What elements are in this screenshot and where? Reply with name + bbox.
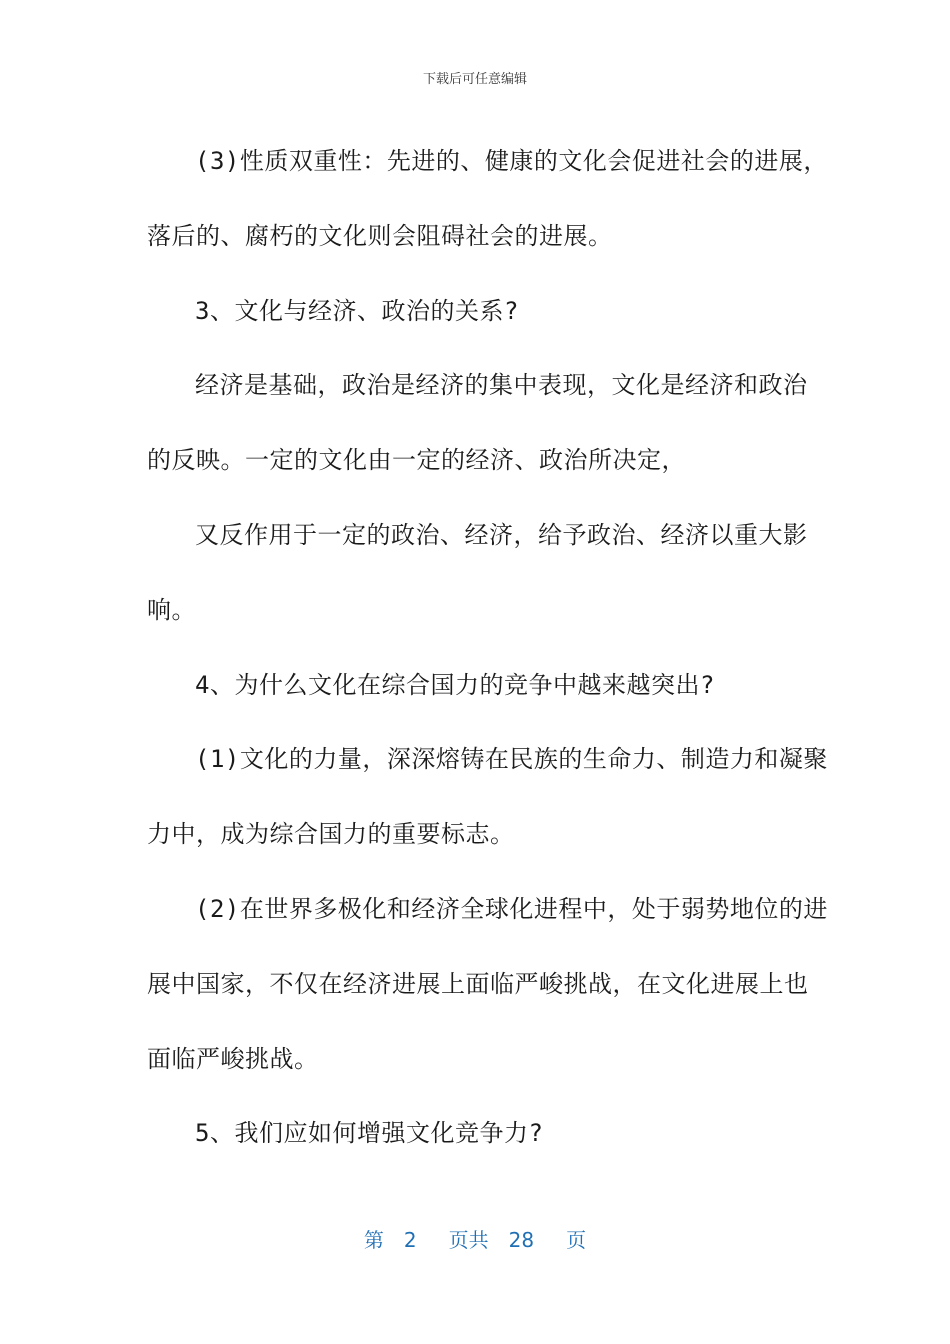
paragraph-line: 响。	[147, 595, 196, 624]
paragraph-line: 面临严峻挑战。	[147, 1044, 319, 1073]
footer-prefix: 第	[363, 1228, 384, 1252]
footer-suffix: 页	[566, 1228, 587, 1252]
document-body	[147, 124, 828, 1171]
footer-middle: 页共	[448, 1228, 489, 1252]
section-heading: 3、文化与经济、政治的关系?	[195, 296, 519, 325]
section-heading: 5、我们应如何增强文化竞争力?	[195, 1119, 544, 1148]
paragraph-line: (2)在世界多极化和经济全球化进程中，处于弱势地位的进	[195, 894, 828, 923]
section-heading: 4、为什么文化在综合国力的竞争中越来越突出?	[195, 670, 715, 699]
paragraph-line: (1)文化的力量，深深熔铸在民族的生命力、制造力和凝聚	[195, 745, 828, 774]
footer-total-pages: 28	[508, 1228, 535, 1252]
paragraph-line: 的反映。一定的文化由一定的经济、政治所决定，	[147, 446, 686, 475]
paragraph-line: 又反作用于一定的政治、经济，给予政治、经济以重大影	[195, 520, 808, 549]
paragraph-line: 展中国家，不仅在经济进展上面临严峻挑战，在文化进展上也	[147, 969, 809, 998]
paragraph-line: 落后的、腐朽的文化则会阻碍社会的进展。	[147, 221, 613, 250]
paragraph-line: 经济是基础，政治是经济的集中表现，文化是经济和政治	[195, 371, 808, 400]
footer-current-page: 2	[403, 1228, 417, 1252]
paragraph-line: (3)性质双重性：先进的、健康的文化会促进社会的进展，	[195, 147, 828, 175]
page-footer	[0, 1224, 950, 1253]
paragraph-line: 力中，成为综合国力的重要标志。	[147, 820, 515, 849]
page-header-note: 下载后可任意编辑	[422, 72, 527, 87]
